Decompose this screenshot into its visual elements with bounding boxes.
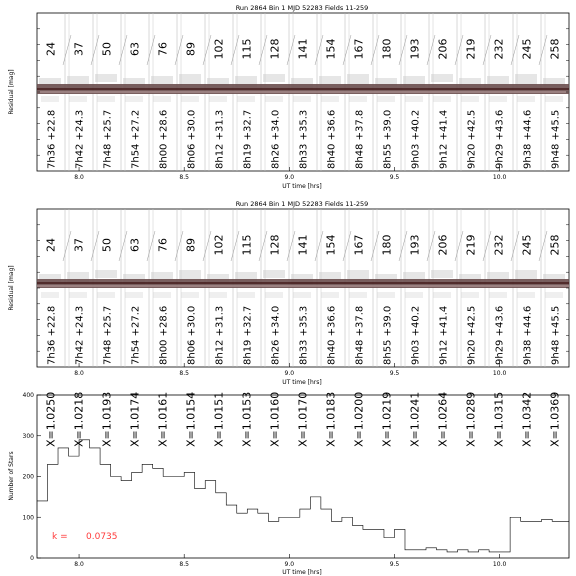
field-label: 115 [240, 38, 254, 60]
field-label: 180 [380, 234, 394, 256]
panel1-title: Run 2864 Bin 1 MJD 52283 Fields 11-259 [235, 4, 369, 12]
time-label: 7h42 +24.3 [74, 305, 86, 365]
y-tick-label: 100 [22, 514, 34, 522]
time-label: 9h12 +41.4 [438, 305, 450, 365]
field-label: 167 [352, 38, 366, 60]
x-tick-label: 10.0 [492, 561, 507, 568]
x-tick-label: 9.5 [389, 370, 400, 377]
panel2-x-axis-label: UT time [hrs] [282, 379, 322, 386]
shade-block [319, 76, 341, 84]
shade-block [151, 272, 173, 280]
shade-block [517, 96, 535, 102]
shade-block [377, 292, 395, 298]
time-label: 9h38 +44.6 [522, 305, 534, 365]
shade-block [125, 292, 143, 298]
airmass-label: X=1.0315 [492, 391, 506, 447]
time-label: 8h26 +34.0 [270, 109, 282, 169]
shade-block [153, 292, 171, 298]
shade-block [545, 96, 563, 102]
time-label: 7h54 +27.2 [130, 305, 142, 365]
field-label: 37 [72, 238, 86, 252]
airmass-label: X=1.0264 [436, 391, 450, 447]
x-tick-label: 8.5 [179, 561, 189, 568]
x-tick-label: 10.0 [492, 174, 507, 181]
shade-block [489, 292, 507, 298]
x-tick-label: 9.0 [284, 561, 295, 568]
time-label: 7h48 +25.7 [102, 109, 114, 169]
time-label: 9h20 +42.5 [466, 305, 478, 365]
x-tick-label: 8.0 [74, 561, 84, 568]
field-label: 245 [520, 234, 534, 256]
shade-block [487, 272, 509, 280]
shade-block [349, 292, 367, 298]
shade-block [209, 292, 227, 298]
shade-block [209, 96, 227, 102]
field-label: 154 [324, 38, 338, 60]
field-label: 245 [520, 38, 534, 60]
time-label: 9h12 +41.4 [438, 109, 450, 169]
time-label: 8h12 +31.3 [214, 305, 226, 365]
airmass-label: X=1.0369 [548, 391, 562, 447]
shade-block [349, 96, 367, 102]
airmass-label: X=1.0193 [100, 391, 114, 447]
shade-block [263, 270, 285, 278]
field-label: 167 [352, 234, 366, 256]
panel1-x-axis-label: UT time [hrs] [282, 183, 322, 190]
shade-block [321, 292, 339, 298]
field-label: 63 [128, 238, 142, 252]
shade-block [517, 292, 535, 298]
field-label: 24 [44, 42, 58, 56]
time-label: 8h33 +35.3 [298, 305, 310, 365]
field-label: 219 [464, 234, 478, 256]
shade-block [489, 96, 507, 102]
time-label: 8h00 +28.6 [158, 109, 170, 169]
x-tick-label: 8.5 [179, 174, 189, 181]
x-tick-label: 10.0 [492, 370, 507, 377]
airmass-label: X=1.0183 [324, 391, 338, 447]
field-label: 24 [44, 238, 58, 252]
shade-block [41, 292, 59, 298]
shade-block [405, 292, 423, 298]
time-label: 9h29 +43.6 [494, 109, 506, 169]
shade-block [265, 96, 283, 102]
field-label: 115 [240, 234, 254, 256]
field-label: 102 [212, 234, 226, 256]
time-label: 8h48 +37.8 [354, 305, 366, 365]
time-label: 9h03 +40.2 [410, 305, 422, 365]
time-label: 9h29 +43.6 [494, 305, 506, 365]
time-label: 9h03 +40.2 [410, 109, 422, 169]
field-label: 232 [492, 38, 506, 60]
field-label: 141 [296, 38, 310, 60]
y-tick-label: 200 [22, 473, 34, 481]
airmass-label: X=1.0289 [464, 391, 478, 447]
panel2-y-axis-label: Residual [mag] [8, 265, 15, 311]
time-label: 9h48 +45.5 [550, 109, 562, 169]
time-label: 9h20 +42.5 [466, 109, 478, 169]
field-label: 193 [408, 234, 422, 256]
field-label: 219 [464, 38, 478, 60]
time-label: 9h48 +45.5 [550, 305, 562, 365]
time-label: 8h06 +30.0 [186, 109, 198, 169]
shade-block [97, 292, 115, 298]
field-label: 180 [380, 38, 394, 60]
airmass-label: X=1.0153 [240, 391, 254, 447]
y-tick-label: 400 [22, 392, 34, 399]
shade-block [151, 76, 173, 84]
shade-block [405, 96, 423, 102]
time-label: 8h12 +31.3 [214, 109, 226, 169]
field-label: 76 [156, 42, 170, 56]
time-label: 7h48 +25.7 [102, 305, 114, 365]
field-label: 206 [436, 234, 450, 256]
time-label: 8h55 +39.0 [382, 305, 394, 365]
time-label: 8h48 +37.8 [354, 109, 366, 169]
time-label: 7h42 +24.3 [74, 109, 86, 169]
x-tick-label: 9.5 [389, 174, 400, 181]
field-label: 193 [408, 38, 422, 60]
shade-block [95, 74, 117, 82]
airmass-label: X=1.0200 [352, 391, 366, 447]
time-label: 8h40 +36.6 [326, 305, 338, 365]
field-label: 89 [184, 238, 198, 252]
shade-block [293, 292, 311, 298]
field-label: 50 [100, 42, 114, 56]
x-tick-label: 8.5 [179, 370, 189, 377]
extinction-k-value: 0.0735 [86, 532, 118, 542]
shade-block [377, 96, 395, 102]
airmass-label: X=1.0174 [128, 391, 142, 447]
shade-block [237, 292, 255, 298]
field-label: 50 [100, 238, 114, 252]
time-label: 8h19 +32.7 [242, 305, 254, 365]
time-label: 7h36 +22.8 [46, 109, 58, 169]
x-tick-label: 9.0 [284, 370, 295, 377]
shade-block [433, 292, 451, 298]
shade-block [321, 96, 339, 102]
field-label: 258 [548, 234, 562, 256]
field-label: 258 [548, 38, 562, 60]
panel3-x-axis-label: UT time [hrs] [282, 569, 322, 576]
time-label: 9h38 +44.6 [522, 109, 534, 169]
shade-block [487, 76, 509, 84]
airmass-label: X=1.0160 [268, 391, 282, 447]
shade-block [431, 270, 453, 278]
shade-block [433, 96, 451, 102]
shade-block [181, 96, 199, 102]
airmass-label: X=1.0218 [72, 391, 86, 447]
panel1-y-axis-label: Residual [mag] [8, 69, 15, 115]
panel3-y-axis-label: Number of Stars [8, 451, 15, 501]
x-tick-label: 9.5 [389, 561, 400, 568]
shade-block [347, 74, 369, 85]
field-label: 63 [128, 42, 142, 56]
shade-block [293, 96, 311, 102]
field-label: 141 [296, 234, 310, 256]
shade-block [179, 74, 201, 85]
field-label: 154 [324, 234, 338, 256]
shade-block [263, 74, 285, 82]
airmass-label: X=1.0241 [408, 391, 422, 447]
shade-block [265, 292, 283, 298]
time-label: 8h26 +34.0 [270, 305, 282, 365]
shade-block [545, 292, 563, 298]
time-label: 8h55 +39.0 [382, 109, 394, 169]
airmass-label: X=1.0161 [156, 391, 170, 447]
x-tick-label: 8.0 [74, 174, 84, 181]
shade-block [319, 272, 341, 280]
shade-block [69, 292, 87, 298]
time-label: 8h40 +36.6 [326, 109, 338, 169]
time-label: 8h00 +28.6 [158, 305, 170, 365]
time-label: 7h36 +22.8 [46, 305, 58, 365]
field-label: 128 [268, 38, 282, 60]
airmass-label: X=1.0219 [380, 391, 394, 447]
airmass-label: X=1.0250 [44, 391, 58, 447]
airmass-label: X=1.0342 [520, 391, 534, 447]
shade-block [97, 96, 115, 102]
time-label: 8h06 +30.0 [186, 305, 198, 365]
field-label: 102 [212, 38, 226, 60]
field-label: 89 [184, 42, 198, 56]
extinction-k-label: k = [52, 532, 68, 542]
field-label: 206 [436, 38, 450, 60]
shade-block [237, 96, 255, 102]
shade-block [461, 292, 479, 298]
shade-block [181, 292, 199, 298]
airmass-label: X=1.0154 [184, 391, 198, 447]
field-label: 232 [492, 234, 506, 256]
field-label: 128 [268, 234, 282, 256]
airmass-label: X=1.0170 [296, 391, 310, 447]
time-label: 8h33 +35.3 [298, 109, 310, 169]
panel2-title: Run 2864 Bin 1 MJD 52283 Fields 11-259 [235, 200, 369, 208]
shade-block [461, 96, 479, 102]
shade-block [431, 74, 453, 82]
time-label: 8h19 +32.7 [242, 109, 254, 169]
y-tick-label: 300 [22, 432, 34, 440]
field-label: 76 [156, 238, 170, 252]
shade-block [153, 96, 171, 102]
shade-block [125, 96, 143, 102]
time-label: 7h54 +27.2 [130, 109, 142, 169]
airmass-label: X=1.0151 [212, 391, 226, 447]
shade-block [95, 270, 117, 278]
shade-block [515, 74, 537, 85]
x-tick-label: 9.0 [284, 174, 295, 181]
x-tick-label: 8.0 [74, 370, 84, 377]
shade-block [69, 96, 87, 102]
shade-block [41, 96, 59, 102]
field-label: 37 [72, 42, 86, 56]
y-tick-label: 0 [30, 555, 34, 562]
